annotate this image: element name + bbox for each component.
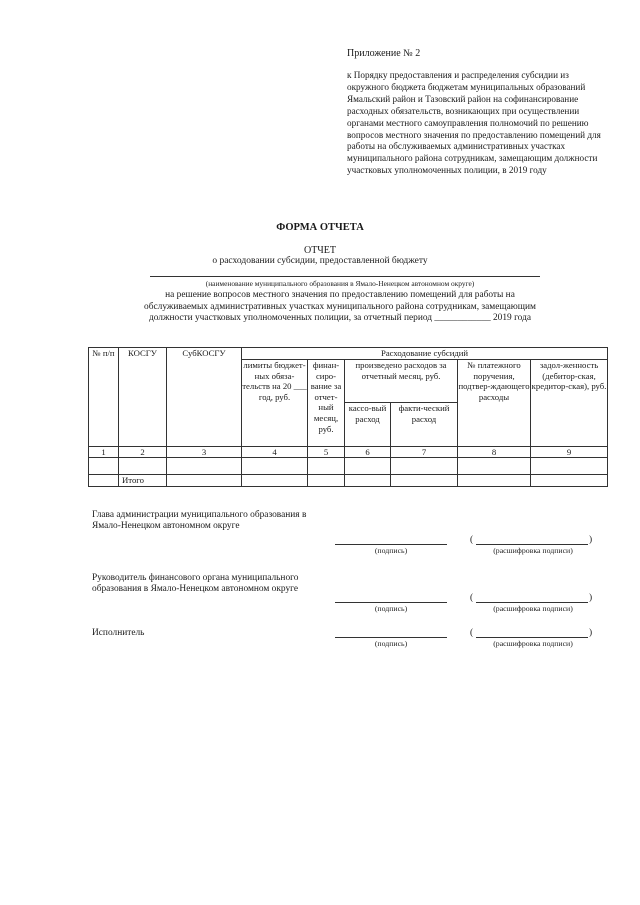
paren-open: ( — [470, 535, 474, 545]
report-title: ОТЧЕТ — [303, 245, 337, 256]
signature-line — [335, 544, 447, 545]
col-header-cash: кассо-вый расход — [345, 403, 391, 447]
municipality-name-line — [150, 276, 540, 277]
paren-close: ) — [589, 535, 593, 545]
col-number: 1 — [89, 447, 119, 458]
signature-caption: (подпись) — [374, 546, 408, 555]
col-header-group: Расходование субсидий — [242, 348, 608, 360]
col-header-financing: финан-сиро-вание за отчет-ный месяц, руб. — [308, 360, 345, 447]
signature-line — [335, 602, 447, 603]
report-purpose: на решение вопросов местного значения по предоставлению помещений для работы на обслуживаемых административных участках муниципального района сотрудникам, замещающим должности участковых уполномоченных полиции, за отчетный период ____________ 2019 года — [144, 290, 536, 324]
form-title: ФОРМА ОТЧЕТА — [276, 222, 364, 233]
col-header-spent: произведено расходов за отчетный месяц, руб. — [345, 360, 458, 403]
col-number: 6 — [345, 447, 391, 458]
signature-role-finance: Руководитель финансового органа муниципального образования в Ямало-Ненецком автономном округе — [92, 573, 299, 595]
municipality-name-caption: (наименование муниципального образования в Ямало-Ненецком автономном округе) — [205, 279, 475, 288]
decode-caption: (расшифровка подписи) — [493, 604, 573, 613]
decode-line — [476, 544, 588, 545]
col-number: 2 — [119, 447, 167, 458]
col-number: 7 — [391, 447, 458, 458]
table-row-total — [89, 475, 608, 487]
col-header-actual: факти-ческий расход — [391, 403, 458, 447]
report-table — [88, 347, 608, 487]
col-number: 4 — [242, 447, 308, 458]
col-number: 3 — [167, 447, 242, 458]
signature-line — [335, 637, 447, 638]
decode-line — [476, 637, 588, 638]
col-header-limits: лимиты бюджет-ных обяза-тельств на 20 ___ год, руб. — [242, 360, 308, 447]
decode-line — [476, 602, 588, 603]
appendix-text: к Порядку предоставления и распределения субсидии из окружного бюджета бюджетам муниципальных образований Ямальский район и Тазовский район на софинансирование расходных обязательств, возникающих при осуществлении органами местного самоуправления полномочий по решению вопросов местного значения по предоставлению помещений для работы на обслуживаемых административных участках муниципального района сотрудникам, замещающим должности участковых уполномоченных полиции, в 2019 году — [347, 70, 601, 176]
signature-caption: (подпись) — [374, 604, 408, 613]
signature-caption: (подпись) — [374, 639, 408, 648]
total-label: Итого — [119, 475, 167, 487]
paren-close: ) — [589, 628, 593, 638]
col-number: 9 — [531, 447, 608, 458]
decode-caption: (расшифровка подписи) — [493, 546, 573, 555]
col-number: 8 — [458, 447, 531, 458]
decode-caption: (расшифровка подписи) — [493, 639, 573, 648]
col-header-kosgu: КОСГУ — [119, 348, 167, 447]
col-header-payment: № платежного поручения, подтвер-ждающего расходы — [458, 360, 531, 447]
table-row-empty — [89, 458, 608, 475]
paren-open: ( — [470, 628, 474, 638]
appendix-number: Приложение № 2 — [347, 48, 421, 59]
paren-close: ) — [589, 593, 593, 603]
col-number: 5 — [308, 447, 345, 458]
signature-role-head: Глава администрации муниципального образования в Ямало-Ненецком автономном округе — [92, 510, 307, 532]
report-subtitle: о расходовании субсидии, предоставленной бюджету — [212, 256, 428, 266]
col-header-debt: задол-женность (дебитор-ская, кредитор-ская), руб. — [531, 360, 608, 447]
paren-open: ( — [470, 593, 474, 603]
signature-role-executor: Исполнитель — [92, 628, 145, 638]
col-header-no: № п/п — [89, 348, 119, 447]
col-header-subkosgu: СубКОСГУ — [167, 348, 242, 447]
